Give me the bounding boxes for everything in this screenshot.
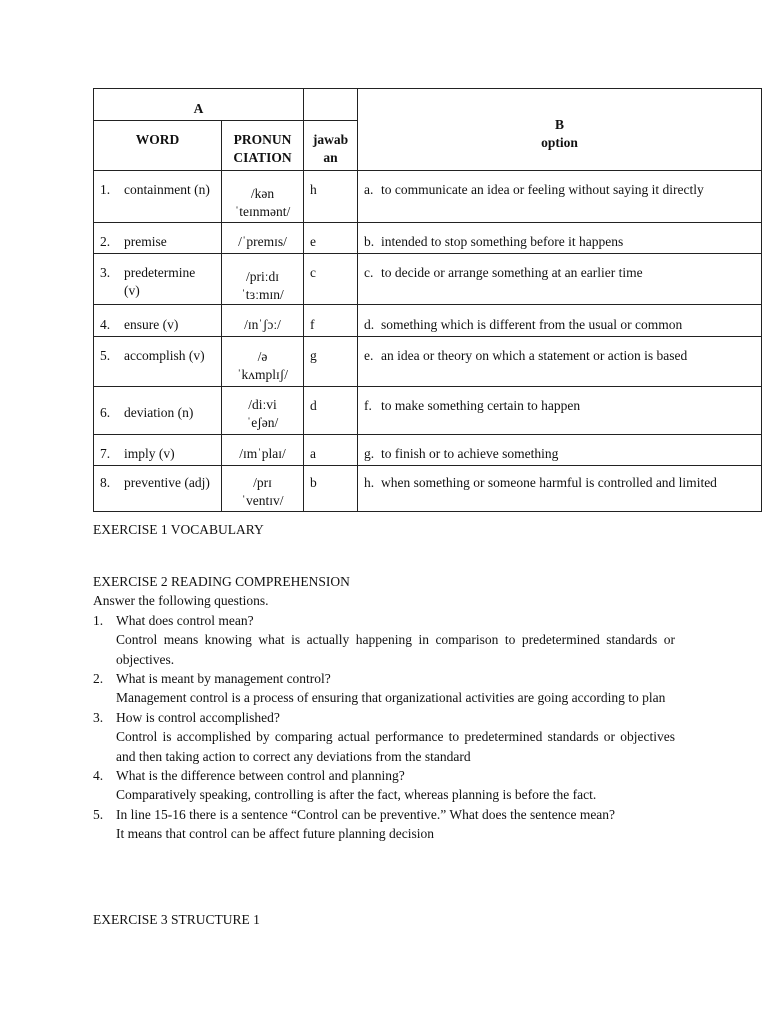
vocabulary-table [93,88,762,512]
column-header-word: WORD [94,121,222,171]
option-letter: c. [364,265,374,280]
row-word: predetermine (v) [124,265,196,298]
option-text: when something or someone harmful is controlled and limited [381,475,717,490]
question-list [93,611,675,844]
row-word: preventive (adj) [124,475,210,490]
option-text: to finish or to achieve something [381,446,559,461]
row-pronunciation: /ˈpremɪs/ [238,234,287,249]
row-answer: a [310,446,316,461]
row-word: imply (v) [124,446,175,461]
question-text: How is control accomplished? [116,709,280,725]
option-text: to communicate an idea or feeling without saying it directly [381,182,704,197]
row-word: containment (n) [124,182,210,197]
table-row [94,305,762,337]
row-number: 3. [100,265,111,280]
question-number: 4. [93,768,104,784]
answer-text: Control is accomplished by comparing actual performance to predetermined standards or objectives and then taking action to correct any deviations from the standard [116,729,675,764]
row-answer: e [310,234,316,249]
question-text: In line 15-16 there is a sentence “Control can be preventive.” What does the sentence mean? [116,806,616,822]
row-number: 5. [100,348,111,363]
exercise-2-instruction: Answer the following questions. [93,593,269,609]
answer-text: Management control is a process of ensuring that organizational activities are going according to plan [116,690,666,706]
question-number: 1. [93,612,104,628]
option-letter: g. [364,446,375,461]
option-text: to decide or arrange something at an earlier time [381,265,643,280]
list-item [93,669,675,708]
list-item [93,805,675,844]
row-number: 2. [100,234,111,249]
row-answer: f [310,317,315,332]
row-answer: d [310,398,317,413]
row-pronunciation: /prɪ ˈventɪv/ [241,475,284,508]
answer-text: It means that control can be affect future planning decision [116,826,435,842]
list-item [93,611,675,669]
option-letter: b. [364,234,375,249]
header-option: option [541,135,578,150]
option-text: an idea or theory on which a statement or action is based [381,348,688,363]
list-item [93,766,675,805]
reading-comprehension-section [93,572,675,844]
row-pronunciation: /diːvi ˈeʃən/ [246,397,279,430]
table-row [94,387,762,435]
row-word: ensure (v) [124,317,179,332]
row-pronunciation: /ɪnˈʃɔː/ [244,317,281,332]
table-row [94,223,762,254]
header-b: B option [358,89,762,171]
option-text: intended to stop something before it happens [381,234,624,249]
option-text: something which is different from the usual or common [381,317,683,332]
option-letter: e. [364,348,374,363]
column-header-pronunciation: PRONUN CIATION [222,121,304,171]
row-word: deviation (n) [124,405,194,420]
table-row [94,171,762,223]
row-pronunciation: /priːdɪ ˈtɜːmɪn/ [241,269,284,302]
question-text: What is meant by management control? [116,671,331,687]
option-letter: a. [364,182,374,197]
exercise-3-title: EXERCISE 3 STRUCTURE 1 [93,912,260,927]
question-text: What is the difference between control and planning? [116,768,405,784]
question-number: 3. [93,709,104,725]
row-number: 6. [100,405,111,420]
row-number: 8. [100,475,111,490]
list-item [93,708,675,766]
table-row [94,435,762,466]
row-answer: b [310,475,317,490]
row-pronunciation: /ɪmˈplaɪ/ [239,446,286,461]
table-row [94,254,762,305]
question-number: 5. [93,806,104,822]
exercise-1-title: EXERCISE 1 VOCABULARY [93,522,264,537]
answer-text: Comparatively speaking, controlling is after the fact, whereas planning is before the fact. [116,787,597,803]
exercise-2-title: EXERCISE 2 READING COMPREHENSION [93,574,350,589]
option-letter: d. [364,317,375,332]
option-letter: f. [364,398,372,413]
row-number: 7. [100,446,111,461]
row-word: premise [124,234,167,249]
table-row [94,466,762,512]
row-answer: g [310,348,317,363]
row-answer: h [310,182,317,197]
row-number: 1. [100,182,111,197]
row-answer: c [310,265,316,280]
header-empty-cell [304,89,358,121]
question-number: 2. [93,671,104,687]
row-pronunciation: /ə ˈkʌmplɪʃ/ [237,349,288,382]
answer-text: Control means knowing what is actually happening in comparison to predetermined standards or objectives. [116,632,675,667]
option-text: to make something certain to happen [381,398,581,413]
header-a: A [94,89,304,121]
column-header-answer: jawab an [304,121,358,171]
question-text: What does control mean? [116,612,254,628]
row-number: 4. [100,317,111,332]
row-word: accomplish (v) [124,348,205,363]
row-pronunciation: /kən ˈteɪnmənt/ [234,186,291,219]
table-row [94,337,762,387]
option-letter: h. [364,475,375,490]
